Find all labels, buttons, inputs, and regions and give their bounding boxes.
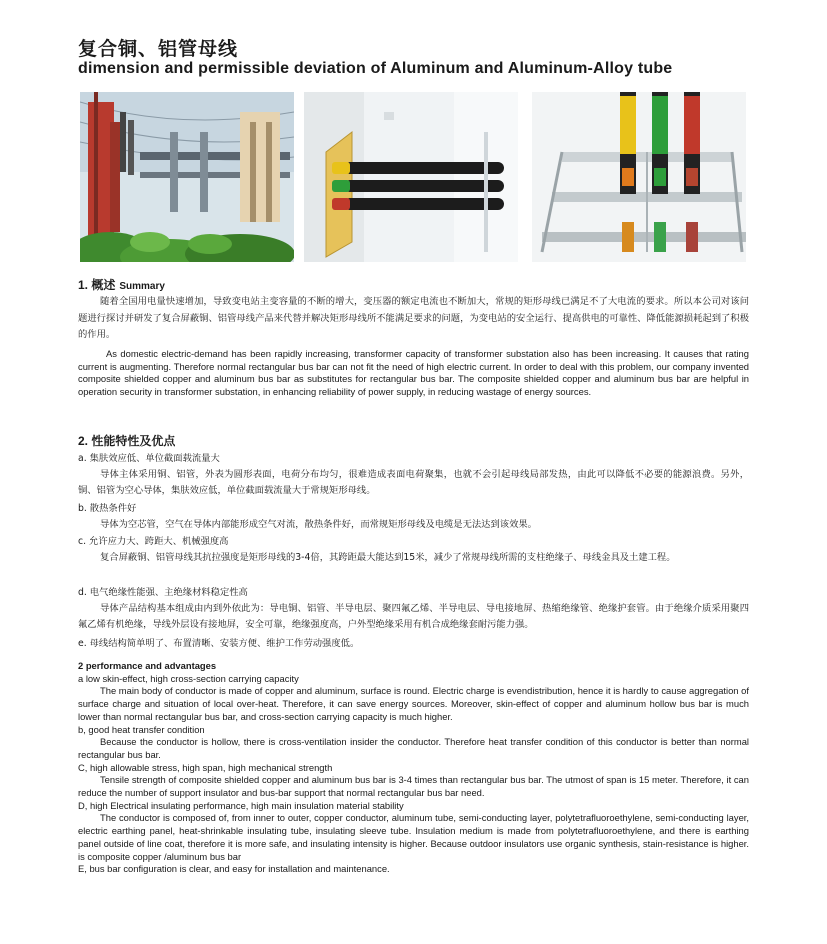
section1-heading [78, 276, 165, 293]
en-item-c-body: Tensile strength of composite shielded copper and aluminum bus bar is 3-4 times than rectangular bus bar. The utmost of span is 15 meter. Therefore, it can reduce the number of support insulator and bus-bar support that normal rectangular bus bar need. [78, 774, 749, 799]
item-e-title: e. 母线结构简单明了、布置清晰、安装方便、维护工作劳动强度低。 [78, 638, 360, 649]
substation-photo [80, 92, 294, 262]
en-item-c-title: C, high allowable stress, high span, high mechanical strength [78, 761, 333, 773]
item-c-title: c. 允许应力大、跨距大、机械强度高 [78, 536, 229, 547]
en-item-e-title: E, bus bar configuration is clear, and easy for installation and maintenance. [78, 863, 390, 875]
item-b-body: 导体为空芯管，空气在导体内部能形成空气对流，散热条件好，而常规矩形母线及电缆是无法达到该效果。 [100, 519, 537, 530]
page-title-en: dimension and permissible deviation of Aluminum and Aluminum-Alloy tube [78, 60, 673, 77]
item-c-body: 复合屏蔽铜、铝管母线其抗拉强度是矩形母线的3-4倍，其跨距最大能达到15米，减少了常规母线所需的支柱绝缘子、母线金具及土建工程。 [100, 552, 676, 563]
section2-en-block [78, 660, 749, 876]
en-item-a-title: a low skin-effect, high cross-section carrying capacity [78, 672, 299, 684]
en-item-b-body: Because the conductor is hollow, there is cross-ventilation insider the conductor. Therefore heat transfer condition of this conductor is better than normal rectangular bus bar. [78, 736, 749, 760]
en-item-b-title: b, good heat transfer condition [78, 723, 205, 735]
en-item-d-body: The conductor is composed of, from inner to outer, copper conductor, aluminum tube, semi-conducting layer, polytetrafluoroethylene, semi-conducting layer, electric earthing panel, heat-shrinkable insulating tube, insulating sleeve tube. Insulation medium is made from polytetrafluoroethylene, and there is earthing panel outside of line coat, therefore it is more safe, and insulating intensity is higher. Because outdoor insulators use organic synthesis, stain-resistance is higher. is composite copper /aluminum bus bar [78, 812, 749, 862]
bus-bar-frame-photo [532, 92, 746, 262]
section1-heading-cn: 1. 概述 [78, 278, 116, 292]
section2-heading: 2. 性能特性及优点 [78, 434, 176, 448]
en-item-a-body: The main body of conductor is made of copper and aluminum, surface is round. Electric charge is evendistribution, hence it is hardly to cause aggregation of surface charge and situation of local over-heat. Therefore, it can save energy sources. Moreover, skin-effect of copper and aluminum hollow bus bar is much lower than normal rectangular bus bar, and cross-section carrying capacity is much higher. [78, 685, 749, 722]
bus-bar-wall-photo [304, 92, 518, 262]
page-title-cn: 复合铜、铝管母线 [78, 38, 239, 60]
section1-cn-paragraph: 随着全国用电量快速增加，导致变电站主变容量的不断的增大，变压器的额定电流也不断加大，常规的矩形母线已满足不了大电流的要求。所以本公司对该问题进行探讨并研发了复合屏蔽铜、铝管母线产品来代替并解决矩形母线所不能满足要求的问题，为变电站的安全运行、提高供电的可靠性、降低能源损耗起到了积极的作用。 [78, 296, 749, 340]
item-d-body: 导体产品结构基本组成由内到外依此为：导电铜、铝管、半导电层、聚四氟乙烯、半导电层、导电接地屏、热缩绝缘管、绝缘护套管。由于绝缘介质采用聚四氟乙烯有机绝缘，导线外层设有接地屏，安全可靠，绝缘强度高，户外型绝缘采用有机合成绝缘套耐污能力强。 [78, 603, 749, 630]
item-a-body: 导体主体采用铜、铝管，外表为圆形表面，电荷分布均匀，很难造成表面电荷聚集，也就不会引起母线局部发热，由此可以降低不必要的能源浪费。另外，铜、铝管为空心导体，集肤效应低，单位截面载流量大于常规矩形母线。 [78, 469, 749, 496]
section1-en-paragraph: As domestic electric-demand has been rapidly increasing, transformer capacity of transformer substation also has been increasing. It causes that rating current is augmenting. Therefore normal rectangular bus bar can not fit the need of high electric current. In order to deal with this problem, our company invented composite shielded copper and aluminum bus bar as substitutes for rectangular bus bar. The composite shielded copper and aluminum bus bar are helpful in operation security in transformer substation, in enhancing reliability of power supply, in reducing wastage of energy sources. [78, 348, 749, 398]
section1-heading-sub: Summary [119, 281, 165, 292]
section2-en-heading: 2 performance and advantages [78, 660, 217, 671]
item-d-title: d. 电气绝缘性能强、主绝缘材料稳定性高 [78, 587, 248, 598]
item-b-title: b. 散热条件好 [78, 503, 137, 514]
en-item-d-title: D, high Electrical insulating performance, high main insulation material stability [78, 799, 404, 811]
item-a-title: a. 集肤效应低、单位截面载流量大 [78, 453, 220, 464]
